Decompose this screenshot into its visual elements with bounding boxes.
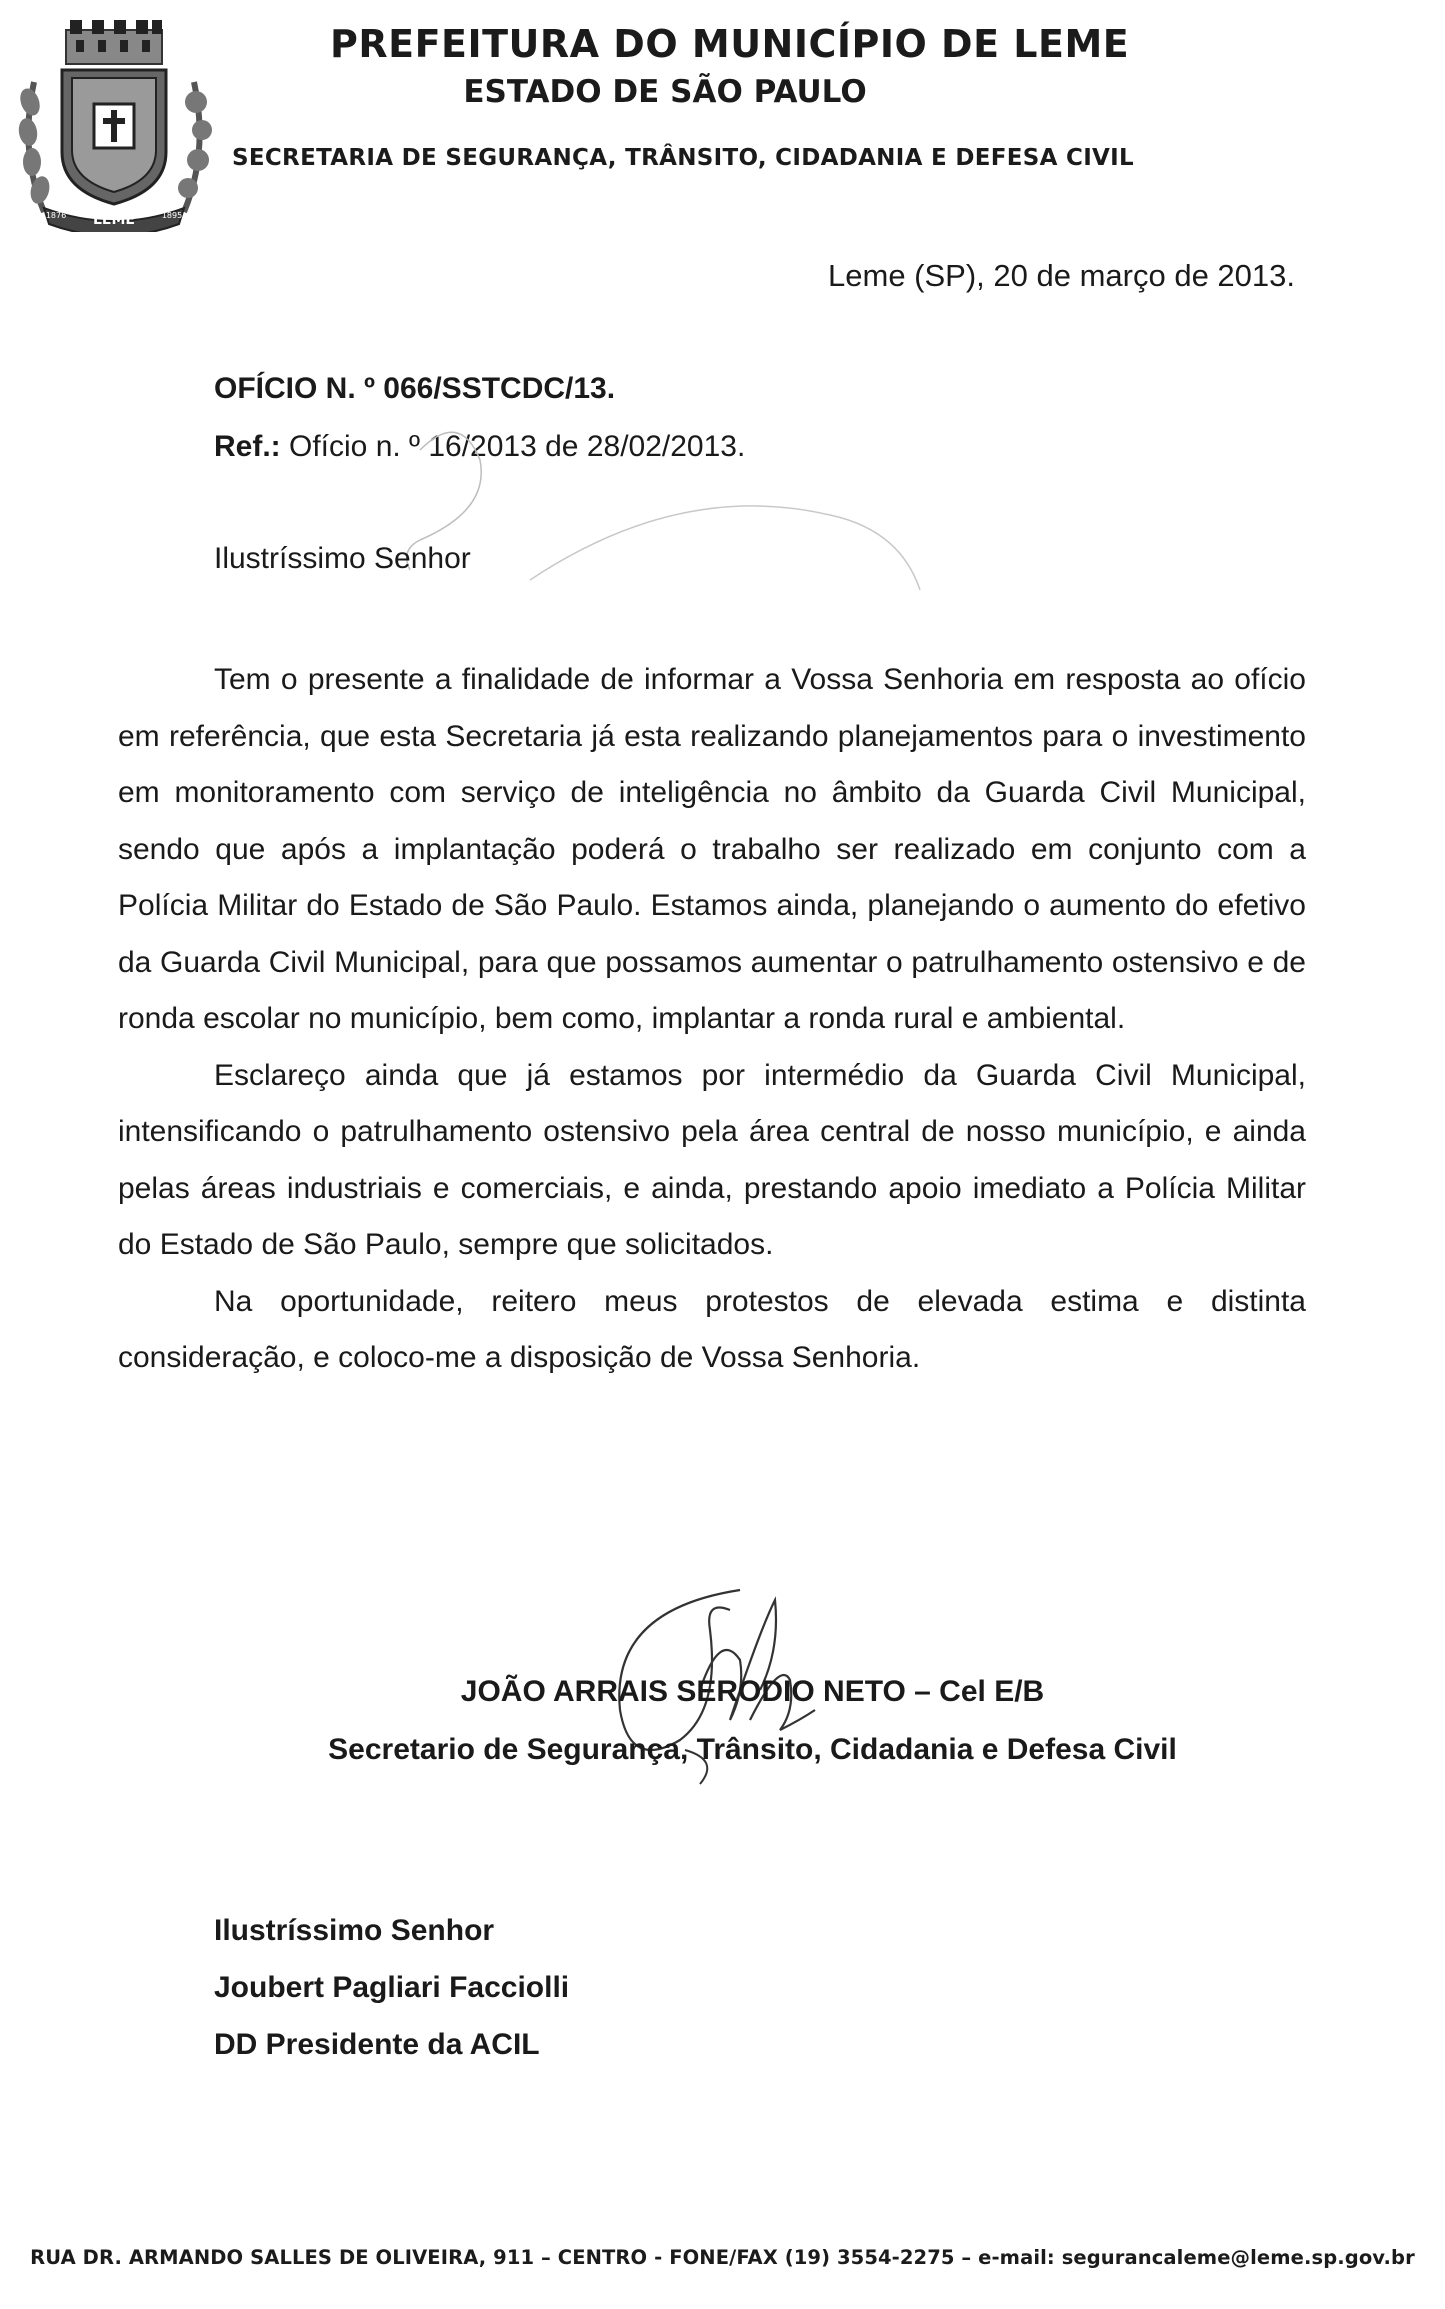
state-subtitle: ESTADO DE SÃO PAULO [463, 74, 867, 110]
crest-year-left: 1876 [45, 211, 67, 220]
body-paragraph: Esclareço ainda que já estamos por intermédio da Guarda Civil Municipal, intensificando o patrulhamento ostensivo pela área central de nosso município, e ainda pelas áreas industriais e comerciais, e ainda, prestando apoio imediato a Polícia Militar do Estado de São Paulo, sempre que solicitados. [118, 1058, 1306, 1261]
oficio-number: OFÍCIO N. º 066/SSTCDC/13. [214, 372, 616, 405]
reference-label: Ref.: [214, 430, 281, 463]
crest-year-right: 1895 [161, 211, 183, 220]
footer-address: RUA DR. ARMANDO SALLES DE OLIVEIRA, 911 – CENTRO - FONE/FAX (19) 3554-2275 – e-mail: segurancaleme@leme.sp.gov.br [30, 2246, 1415, 2269]
recipient-salutation: Ilustríssimo Senhor [214, 1914, 495, 1947]
signer-name: JOÃO ARRAIS SERODIO NETO – Cel E/B [460, 1675, 1045, 1708]
recipient-block [214, 1902, 569, 2073]
signer-role: Secretario de Segurança, Trânsito, Cidadania e Defesa Civil [328, 1733, 1177, 1766]
recipient-name: Joubert Pagliari Facciolli [214, 1971, 570, 2004]
reference-line [214, 430, 745, 464]
municipality-title: PREFEITURA DO MUNICÍPIO DE LEME [330, 22, 1130, 66]
letter-date: Leme (SP), 20 de março de 2013. [828, 258, 1295, 293]
department-name: SECRETARIA DE SEGURANÇA, TRÂNSITO, CIDADANIA E DEFESA CIVIL [232, 145, 1134, 171]
letter-body [118, 652, 1306, 1387]
recipient-title: DD Presidente da ACIL [214, 2028, 540, 2061]
crest-banner-text: LEME [93, 212, 135, 228]
salutation: Ilustríssimo Senhor [214, 542, 471, 575]
municipal-coat-of-arms-icon [14, 12, 214, 232]
body-paragraph: Tem o presente a finalidade de informar a Vossa Senhoria em resposta ao ofício em referência, que esta Secretaria já esta realizando planejamentos para o investimento em monitoramento com serviço de inteligência no âmbito da Guarda Civil Municipal, sendo que após a implantação poderá o trabalho ser realizado em conjunto com a Polícia Militar do Estado de São Paulo. Estamos ainda, planejando o aumento do efetivo da Guarda Civil Municipal, para que possamos aumentar o patrulhamento ostensivo e de ronda escolar no município, bem como, implantar a ronda rural e ambiental. [118, 663, 1306, 1035]
body-paragraph: Na oportunidade, reitero meus protestos de elevada estima e distinta consideração, e coloco-me a disposição de Vossa Senhoria. [118, 1284, 1306, 1374]
reference-text: Ofício n. º 16/2013 de 28/02/2013. [280, 430, 746, 463]
